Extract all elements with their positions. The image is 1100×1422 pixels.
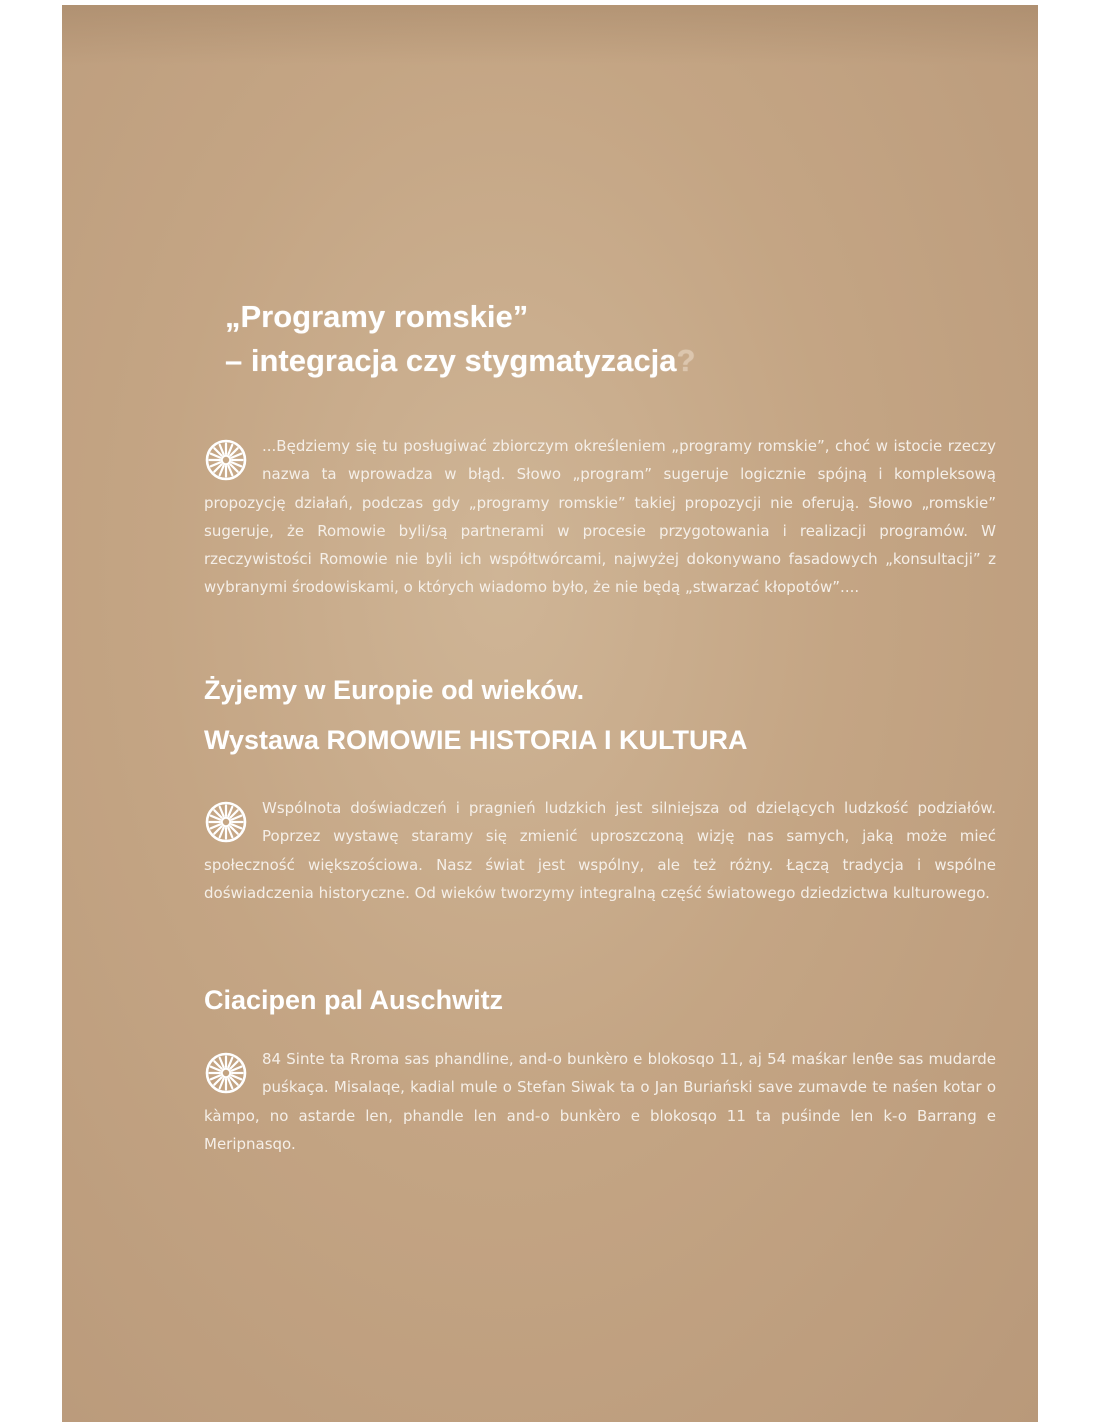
section-3-paragraph: [204, 1045, 996, 1158]
section-2-body: Wspólnota doświadczeń i pragnień ludzkich jest silniejsza od dzielących ludzkość podziałów. Poprzez wystawę staramy się zmienić uproszczoną wizję nas samych, jaką może mieć społeczność większościowa. Nasz świat jest wspólny, ale też różny. Łączą tradycja i wspólne doświadczenia historyczne. Od wieków tworzymy integralną część światowego dziedzictwa kulturowego.: [204, 799, 996, 902]
section-2-heading-line-2: Wystawa ROMOWIE HISTORIA I KULTURA: [204, 725, 748, 755]
roma-wheel-icon: [204, 800, 248, 844]
roma-wheel-icon: [204, 1051, 248, 1095]
section-2-heading-line-1: Żyjemy w Europie od wieków.: [204, 675, 585, 705]
title-line-1: „Programy romskie”: [225, 299, 529, 334]
section-3-body: 84 Sinte ta Rroma sas phandline, and-o bunkèro e blokosqo 11, aj 54 maśkar lenθe sas mudarde puśkaça. Misalaqe, kadial mule o Stefan Siwak ta o Jan Buriański save zumavde te naśen kotar o kàmpo, no astarde len, phandle len and-o bunkèro e blokosqo 11 ta puśinde len k-o Barrang e Meripnasqo.: [204, 1050, 996, 1153]
page-sheet: [62, 5, 1038, 1422]
roma-wheel-icon: [204, 438, 248, 482]
title-line-2: [225, 339, 695, 383]
section-1-paragraph: [204, 432, 996, 602]
section-2-paragraph: [204, 794, 996, 907]
page-title: [225, 295, 695, 383]
title-question-mark: ?: [676, 343, 696, 378]
title-line-2-text: – integracja czy stygmatyzacja: [225, 343, 677, 378]
section-1-body: ...Będziemy się tu posługiwać zbiorczym określeniem „programy romskie”, choć w istocie rzeczy nazwa ta wprowadza w błąd. Słowo „program” sugeruje logicznie spójną i kompleksową propozycję działań, podczas gdy „programy romskie” takiej propozycji nie oferują. Słowo „romskie” sugeruje, że Romowie byli/są partnerami w procesie przygotowania i realizacji programów. W rzeczywistości Romowie nie byli ich współtwórcami, najwyżej dokonywano fasadowych „konsultacji” z wybranymi środowiskami, o których wiadomo było, że nie będą „stwarzać kłopotów”....: [204, 437, 996, 597]
section-3-heading: Ciacipen pal Auschwitz: [204, 985, 504, 1015]
